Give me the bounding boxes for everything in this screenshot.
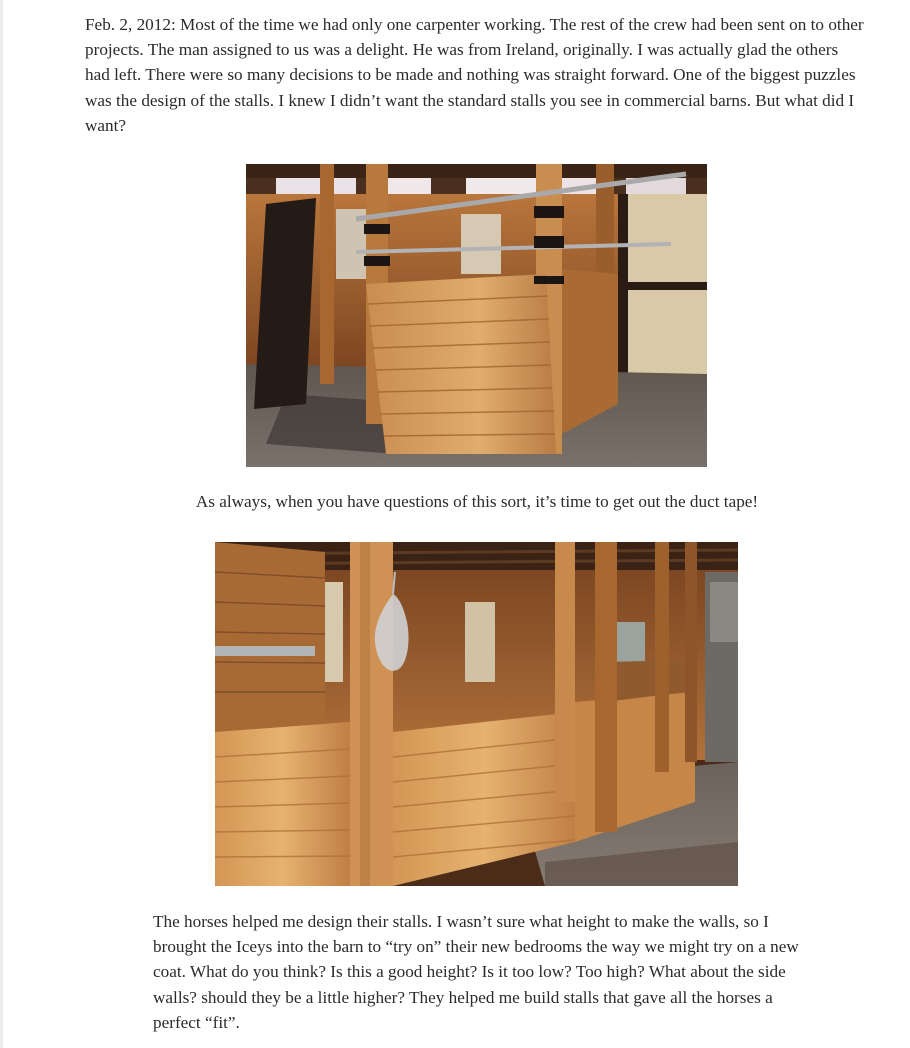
photo-caption: As always, when you have questions of this sort, it’s time to get out the duct tape! <box>195 492 759 511</box>
stalls-photo <box>215 542 738 886</box>
stalls-image <box>215 542 738 886</box>
stall-construction-photo <box>246 164 707 467</box>
post-paragraph: Feb. 2, 2012: Most of the time we had only one carpenter working. The rest of the crew had been sent on to other projects. The man assigned to us was a delight. He was from Ireland, originally. I was actually glad the others had left. There were so many decisions to be made and nothing was straight forward. One of the biggest puzzles was the design of the stalls. I knew I didn’t want the standard stalls you see in commercial barns. But what did I want? <box>85 15 864 135</box>
stall-construction-image <box>246 164 707 467</box>
page-edge <box>0 0 3 1048</box>
post-paragraph: The horses helped me design their stalls. I wasn’t sure what height to make the walls, so I brought the Iceys into the barn to “try on” their new bedrooms the way we might try on a new coat. What do you think? Is this a good height? Is it too low? Too high? What about the side walls? should they be a little higher? They helped me build stalls that gave all the horses a perfect “fit”. <box>153 912 799 1032</box>
